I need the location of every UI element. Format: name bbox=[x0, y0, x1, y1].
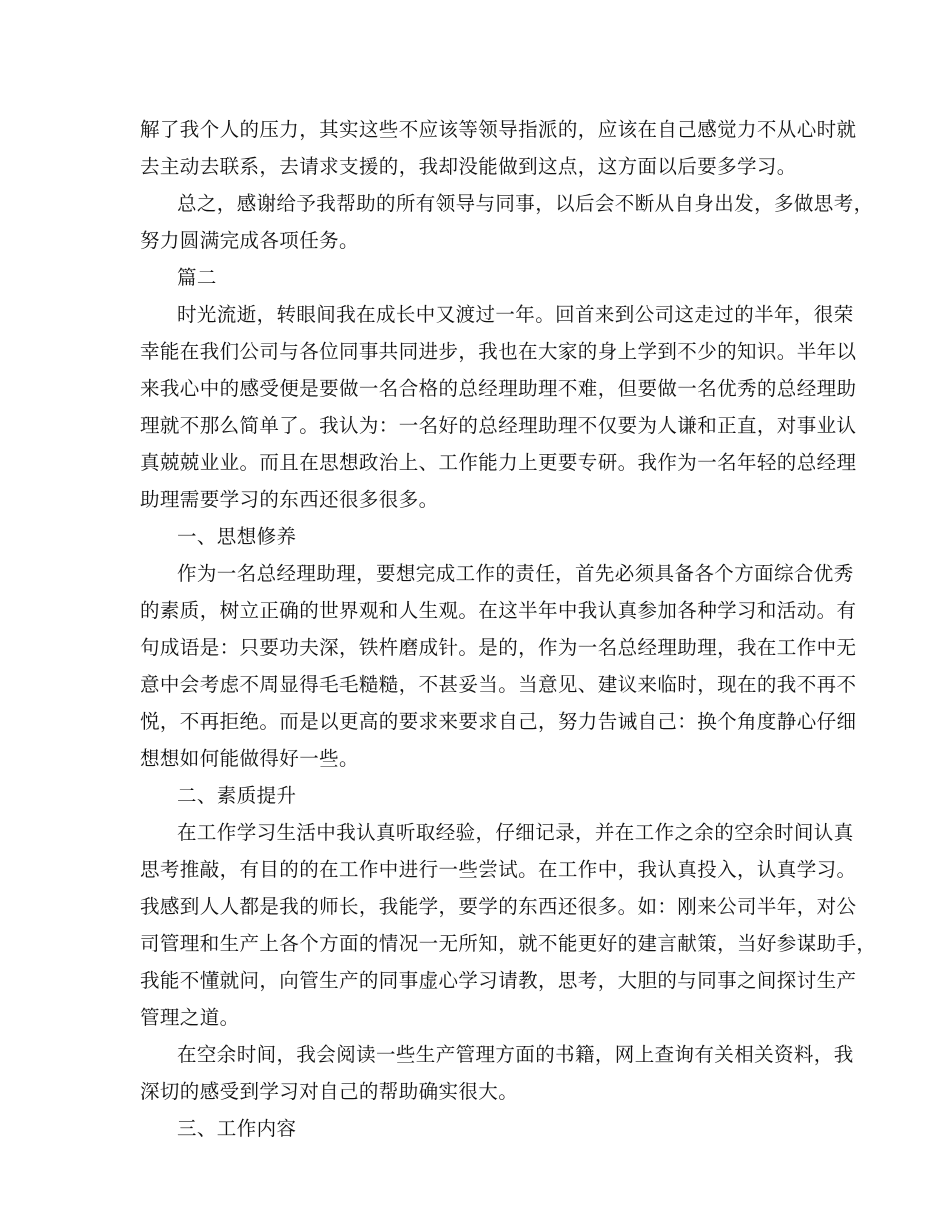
section-heading: 一、思想修养 bbox=[177, 525, 297, 548]
paragraph-first-line: 在空余时间，我会阅读一些生产管理方面的书籍，网上查询有关相关资料，我 bbox=[177, 1043, 854, 1066]
section-heading: 二、素质提升 bbox=[177, 784, 297, 807]
text-line: 来我心中的感受便是要做一名合格的总经理助理不难，但要做一名优秀的总经理助 bbox=[140, 377, 857, 400]
paragraph-first-line: 总之，感谢给予我帮助的所有领导与同事，以后会不断从自身出发，多做思考， bbox=[177, 192, 874, 215]
text-line: 去主动去联系，去请求支援的，我却没能做到这点，这方面以后要多学习。 bbox=[140, 155, 797, 178]
text-line: 意中会考虑不周显得毛毛糙糙，不甚妥当。当意见、建议来临时，现在的我不再不 bbox=[140, 673, 857, 696]
text-line: 句成语是：只要功夫深，铁杵磨成针。是的，作为一名总经理助理，我在工作中无 bbox=[140, 636, 857, 659]
text-line: 我感到人人都是我的师长，我能学，要学的东西还很多。如：刚来公司半年，对公 bbox=[140, 895, 857, 918]
text-line: 的素质，树立正确的世界观和人生观。在这半年中我认真参加各种学习和活动。有 bbox=[140, 599, 857, 622]
paragraph-first-line: 时光流逝，转眼间我在成长中又渡过一年。回首来到公司这走过的半年，很荣 bbox=[177, 303, 854, 326]
text-line: 深切的感受到学习对自己的帮助确实很大。 bbox=[140, 1080, 519, 1103]
paragraph-first-line: 作为一名总经理助理，要想完成工作的责任，首先必须具备各个方面综合优秀 bbox=[177, 562, 854, 585]
paragraph-first-line: 在工作学习生活中我认真听取经验，仔细记录，并在工作之余的空余时间认真 bbox=[177, 821, 854, 844]
text-line: 真兢兢业业。而且在思想政治上、工作能力上更要专研。我作为一名年轻的总经理 bbox=[140, 451, 857, 474]
text-line: 解了我个人的压力，其实这些不应该等领导指派的，应该在自己感觉力不从心时就 bbox=[140, 118, 857, 141]
text-line: 思考推敲，有目的的在工作中进行一些尝试。在工作中，我认真投入，认真学习。 bbox=[140, 858, 857, 881]
text-line: 司管理和生产上各个方面的情况一无所知，就不能更好的建言献策，当好参谋助手， bbox=[140, 932, 877, 955]
text-line: 助理需要学习的东西还很多很多。 bbox=[140, 488, 439, 511]
text-line: 努力圆满完成各项任务。 bbox=[140, 229, 359, 252]
section-title: 篇二 bbox=[177, 266, 217, 289]
section-heading: 三、工作内容 bbox=[177, 1117, 297, 1140]
text-line: 幸能在我们公司与各位同事共同进步，我也在大家的身上学到不少的知识。半年以 bbox=[140, 340, 857, 363]
text-line: 想想如何能做得好一些。 bbox=[140, 747, 359, 770]
text-line: 管理之道。 bbox=[140, 1006, 240, 1029]
text-line: 悦，不再拒绝。而是以更高的要求来要求自己，努力告诫自己：换个角度静心仔细 bbox=[140, 710, 857, 733]
text-line: 理就不那么简单了。我认为：一名好的总经理助理不仅要为人谦和正直，对事业认 bbox=[140, 414, 857, 437]
text-line: 我能不懂就问，向管生产的同事虚心学习请教，思考，大胆的与同事之间探讨生产 bbox=[140, 969, 857, 992]
